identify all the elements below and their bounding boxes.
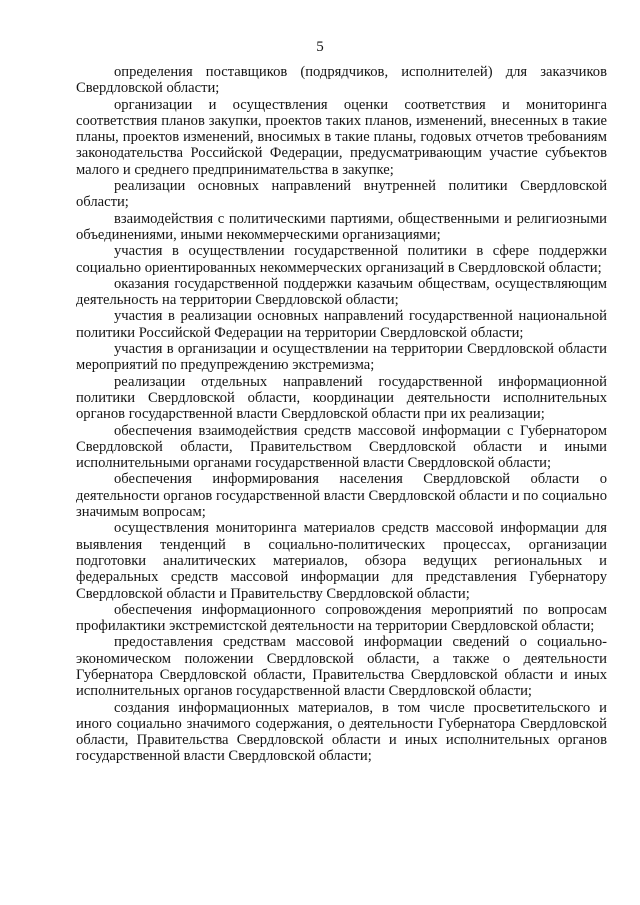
- paragraph: обеспечения информационного сопровождения мероприятий по вопросам профилактики экстремистской деятельности на территории Свердловской области;: [76, 601, 607, 635]
- paragraph: предоставления средствам массовой информации сведений о социально-экономическом положении Свердловской области, а также о деятельности Губернатора Свердловской области, Правительства Свердловской области и иных исполнительных органов государственной власти Свердловской области;: [76, 634, 607, 700]
- page-number: 5: [316, 39, 324, 55]
- paragraph: участия в реализации основных направлений государственной национальной политики Российской Федерации на территории Свердловской области;: [76, 308, 607, 341]
- paragraph: создания информационных материалов, в том числе просветительского и иного социально значимого содержания, о деятельности Губернатора Свердловской области, Правительства Свердловской области и иных исполнительных органов государственной власти Свердловской области;: [76, 699, 607, 765]
- paragraph: осуществления мониторинга материалов средств массовой информации для выявления тенденций в социально-политических процессах, организации подготовки аналитических материалов, обзора ведущих региональных и федеральных средств массовой информации для представления Губернатору Свердловской области и Правительству Свердловской области;: [76, 520, 607, 602]
- document-body: [76, 64, 607, 765]
- paragraph: обеспечения информирования населения Свердловской области о деятельности органов государственной власти Свердловской области и по социально значимым вопросам;: [76, 471, 607, 521]
- paragraph: реализации отдельных направлений государственной информационной политики Свердловской области, координации деятельности исполнительных органов государственной власти Свердловской области при их реализации;: [76, 373, 607, 423]
- paragraph: определения поставщиков (подрядчиков, исполнителей) для заказчиков Свердловской области;: [76, 64, 607, 97]
- paragraph: взаимодействия с политическими партиями, общественными и религиозными объединениями, иными некоммерческими организациями;: [76, 210, 607, 243]
- paragraph: организации и осуществления оценки соответствия и мониторинга соответствия планов закупки, проектов таких планов, изменений, внесенных в такие планы, проектов изменений, вносимых в такие планы, годовых отчетов требованиям законодательства Российской Федерации, предусматривающим участие субъектов малого и среднего предпринимательства в закупке;: [76, 96, 607, 178]
- paragraph: участия в осуществлении государственной политики в сфере поддержки социально ориентированных некоммерческих организаций в Свердловской области;: [76, 243, 607, 276]
- paragraph: реализации основных направлений внутренней политики Свердловской области;: [76, 178, 607, 211]
- paragraph: обеспечения взаимодействия средств массовой информации с Губернатором Свердловской области, Правительством Свердловской области и иными исполнительными органами государственной власти Свердловской области;: [76, 422, 607, 472]
- paragraph: участия в организации и осуществлении на территории Свердловской области мероприятий по предупреждению экстремизма;: [76, 341, 607, 374]
- paragraph: оказания государственной поддержки казачьим обществам, осуществляющим деятельность на территории Свердловской области;: [76, 275, 607, 309]
